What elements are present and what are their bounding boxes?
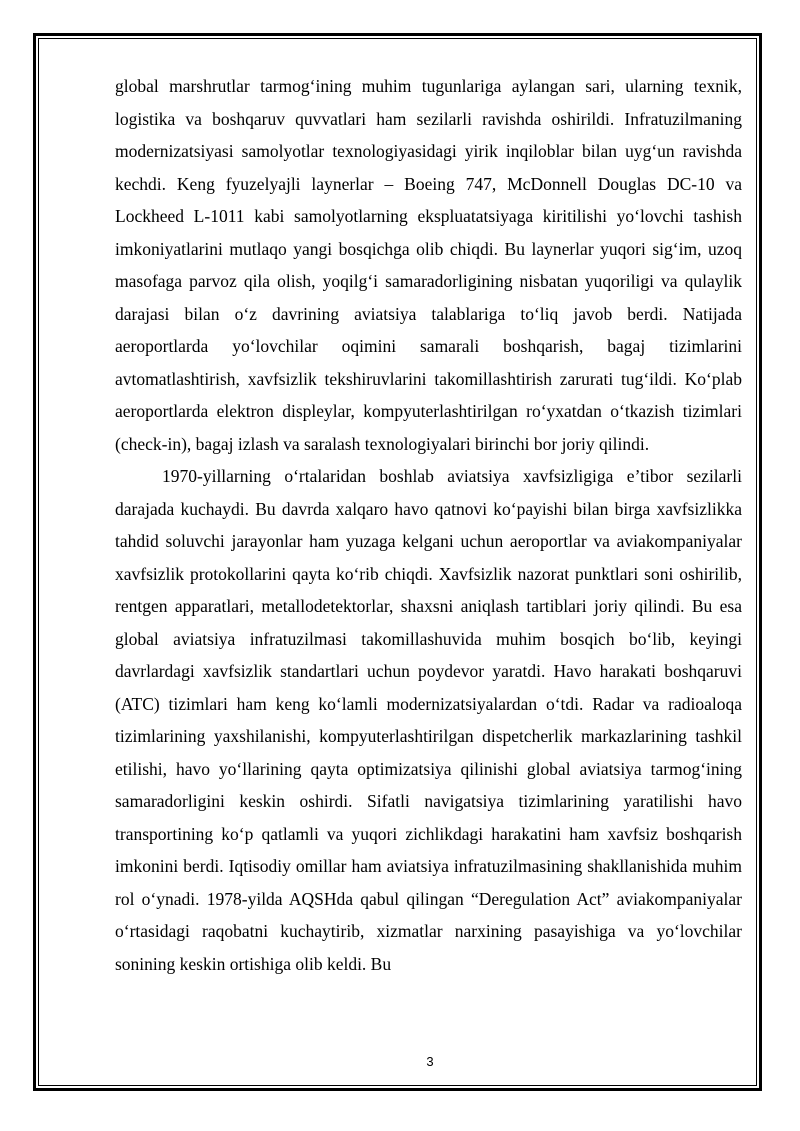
paragraph-1: global marshrutlar tarmog‘ining muhim tugunlariga aylangan sari, ularning texnik, logistika va boshqaruv quvvatlari ham sezilarli ravishda oshirildi. Infratuzilmaning modernizatsiyasi samolyotlar texnologiyasidagi yirik inqiloblar bilan uyg‘un ravishda kechdi. Keng fyuzelyajli laynerlar – Boeing 747, McDonnell Douglas DC-10 va Lockheed L-1011 kabi samolyotlarning ekspluatatsiyaga kiritilishi yo‘lovchi tashish imkoniyatlarini mutlaqo yangi bosqichga olib chiqdi. Bu laynerlar yuqori sig‘im, uzoq masofaga parvoz qila olish, yoqilg‘i samaradorligining nisbatan yuqoriligi va qulaylik darajasi bilan o‘z davrining aviatsiya talablariga to‘liq javob berdi. Natijada aeroportlarda yo‘lovchilar oqimini samarali boshqarish, bagaj tizimlarini avtomatlashtirish, xavfsizlik tekshiruvlarini takomillashtirish zarurati tug‘ildi. Ko‘plab aeroportlarda elektron displeylar, kompyuterlashtirilgan ro‘yxatdan o‘tkazish tizimlari (check-in), bagaj izlash va saralash texnologiyalari birinchi bor joriy qilindi. (115, 76, 742, 454)
paragraph-2: 1970-yillarning o‘rtalaridan boshlab aviatsiya xavfsizligiga e’tibor sezilarli darajada kuchaydi. Bu davrda xalqaro havo qatnovi ko‘payishi bilan birga xavfsizlikka tahdid soluvchi jarayonlar ham yuzaga kelgani uchun aeroportlar va aviakompaniyalar xavfsizlik protokollarini qayta ko‘rib chiqdi. Xavfsizlik nazorat punktlari soni oshirilib, rentgen apparatlari, metallodetektorlar, shaxsni aniqlash tartiblari joriy qilindi. Bu esa global aviatsiya infratuzilmasi takomillashuvida muhim bosqich bo‘lib, keyingi davrlardagi xavfsizlik standartlari uchun poydevor yaratdi. Havo harakati boshqaruvi (ATC) tizimlari ham keng ko‘lamli modernizatsiyalardan o‘tdi. Radar va radioaloqa tizimlarining yaxshilanishi, kompyuterlashtirilgan dispetcherlik markazlarining tashkil etilishi, havo yo‘llarining qayta optimizatsiya qilinishi global aviatsiya tarmog‘ining samaradorligini keskin oshirdi. Sifatli navigatsiya tizimlarining yaratilishi havo transportining ko‘p qatlamli va yuqori zichlikdagi harakatini ham xavfsiz boshqarish imkonini berdi. Iqtisodiy omillar ham aviatsiya infratuzilmasining shakllanishida muhim rol o‘ynadi. 1978-yilda AQSHda qabul qilingan “Deregulation Act” aviakompaniyalar o‘rtasidagi raqobatni kuchaytirib, xizmatlar narxining pasayishiga va yo‘lovchilar sonining keskin ortishiga olib keldi. Bu (115, 466, 742, 974)
page-number: 3 (426, 1054, 434, 1069)
body-text (115, 70, 742, 980)
